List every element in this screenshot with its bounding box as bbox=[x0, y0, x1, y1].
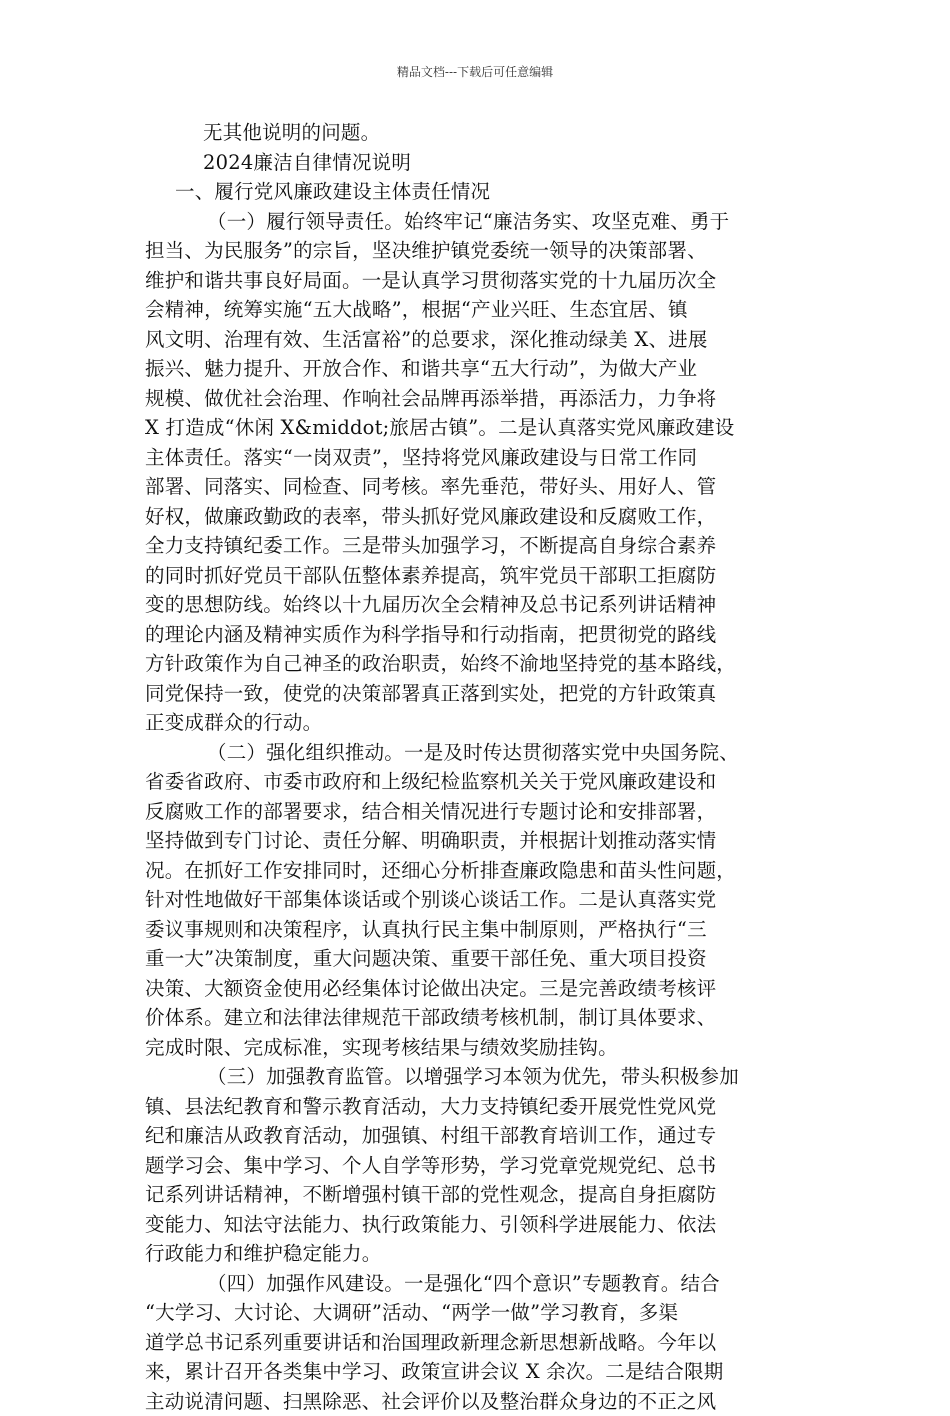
paragraph-4 bbox=[145, 1269, 807, 1416]
paragraph-line: 坚持做到专门讨论、责任分解、明确职责，并根据计划推动落实情 bbox=[145, 826, 807, 856]
paragraph-line: 变能力、知法守法能力、执行政策能力、引领科学进展能力、依法 bbox=[145, 1210, 807, 1240]
paragraph-line: 记系列讲话精神，不断增强村镇干部的党性观念，提高自身拒腐防 bbox=[145, 1180, 807, 1210]
paragraph-line: 变的思想防线。始终以十九届历次全会精神及总书记系列讲话精神 bbox=[145, 590, 807, 620]
paragraph-line: 同党保持一致，使党的决策部署真正落到实处，把党的方针政策真 bbox=[145, 679, 807, 709]
paragraph-line: 道学总书记系列重要讲话和治国理政新理念新思想新战略。今年以 bbox=[145, 1328, 807, 1358]
paragraph-line: 的同时抓好党员干部队伍整体素养提高，筑牢党员干部职工拒腐防 bbox=[145, 561, 807, 591]
paragraph-line: 主动说清问题、扫黑除恶、社会评价以及整治群众身边的不正之风 bbox=[145, 1387, 807, 1416]
paragraph-line: 反腐败工作的部署要求，结合相关情况进行专题讨论和安排部署， bbox=[145, 797, 807, 827]
paragraph-line: 方针政策作为自己神圣的政治职责，始终不渝地坚持党的基本路线， bbox=[145, 649, 807, 679]
paragraph-line: 省委省政府、市委市政府和上级纪检监察机关关于党风廉政建设和 bbox=[145, 767, 807, 797]
paragraph-line: 部署、同落实、同检查、同考核。率先垂范，带好头、用好人、管 bbox=[145, 472, 807, 502]
paragraph-line: 题学习会、集中学习、个人自学等形势，学习党章党规党纪、总书 bbox=[145, 1151, 807, 1181]
paragraph-line: （四）加强作风建设。一是强化“四个意识”专题教育。结合 bbox=[145, 1269, 807, 1299]
paragraph-line: 会精神，统筹实施“五大战略”，根据“产业兴旺、生态宜居、镇 bbox=[145, 295, 807, 325]
paragraph-line: X 打造成“休闲 X&middot;旅居古镇”。二是认真落实党风廉政建设 bbox=[145, 413, 807, 443]
paragraph-line: 镇、县法纪教育和警示教育活动，大力支持镇纪委开展党性党风党 bbox=[145, 1092, 807, 1122]
paragraph-line: 来，累计召开各类集中学习、政策宣讲会议 X 余次。二是结合限期 bbox=[145, 1357, 807, 1387]
document-title: 2024廉洁自律情况说明 bbox=[145, 148, 807, 178]
paragraph-line: 担当、为民服务”的宗旨，坚决维护镇党委统一领导的决策部署、 bbox=[145, 236, 807, 266]
paragraph-line: 主体责任。落实“一岗双责”，坚持将党风廉政建设与日常工作同 bbox=[145, 443, 807, 473]
paragraph-line: 纪和廉洁从政教育活动，加强镇、村组干部教育培训工作，通过专 bbox=[145, 1121, 807, 1151]
section-heading: 一、履行党风廉政建设主体责任情况 bbox=[145, 177, 807, 207]
paragraph-line: （一）履行领导责任。始终牢记“廉洁务实、攻坚克难、勇于 bbox=[145, 207, 807, 237]
paragraph-line: 价体系。建立和法律法律规范干部政绩考核机制，制订具体要求、 bbox=[145, 1003, 807, 1033]
paragraph-line: 况。在抓好工作安排同时，还细心分析排查廉政隐患和苗头性问题， bbox=[145, 856, 807, 886]
paragraph-line: 风文明、治理有效、生活富裕”的总要求，深化推动绿美 X、进展 bbox=[145, 325, 807, 355]
paragraph-line: 的理论内涵及精神实质作为科学指导和行动指南，把贯彻党的路线 bbox=[145, 620, 807, 650]
paragraph-line: “大学习、大讨论、大调研”活动、“两学一做”学习教育，多渠 bbox=[145, 1298, 807, 1328]
paragraph-line: 规模、做优社会治理、作响社会品牌再添举措，再添活力，力争将 bbox=[145, 384, 807, 414]
paragraph-3 bbox=[145, 1062, 807, 1269]
paragraph-line: 行政能力和维护稳定能力。 bbox=[145, 1239, 807, 1269]
paragraph-2 bbox=[145, 738, 807, 1063]
page-header: 精品文档---下载后可任意编辑 bbox=[0, 64, 950, 80]
paragraph-line: 完成时限、完成标准，实现考核结果与绩效奖励挂钩。 bbox=[145, 1033, 807, 1063]
paragraph-line: 全力支持镇纪委工作。三是带头加强学习，不断提高自身综合素养 bbox=[145, 531, 807, 561]
document-body bbox=[145, 118, 807, 1416]
paragraph-line: 正变成群众的行动。 bbox=[145, 708, 807, 738]
paragraph-line: 维护和谐共事良好局面。一是认真学习贯彻落实党的十九届历次全 bbox=[145, 266, 807, 296]
paragraph-line: （二）强化组织推动。一是及时传达贯彻落实党中央国务院、 bbox=[145, 738, 807, 768]
paragraph-line: 振兴、魅力提升、开放合作、和谐共享“五大行动”，为做大产业 bbox=[145, 354, 807, 384]
paragraph-1 bbox=[145, 207, 807, 738]
paragraph-line: 好权，做廉政勤政的表率，带头抓好党风廉政建设和反腐败工作， bbox=[145, 502, 807, 532]
intro-line: 无其他说明的问题。 bbox=[145, 118, 807, 148]
paragraph-line: 委议事规则和决策程序，认真执行民主集中制原则，严格执行“三 bbox=[145, 915, 807, 945]
paragraph-line: 针对性地做好干部集体谈话或个别谈心谈话工作。二是认真落实党 bbox=[145, 885, 807, 915]
paragraph-line: 重一大”决策制度，重大问题决策、重要干部任免、重大项目投资 bbox=[145, 944, 807, 974]
paragraph-line: 决策、大额资金使用必经集体讨论做出决定。三是完善政绩考核评 bbox=[145, 974, 807, 1004]
paragraph-line: （三）加强教育监管。以增强学习本领为优先，带头积极参加 bbox=[145, 1062, 807, 1092]
